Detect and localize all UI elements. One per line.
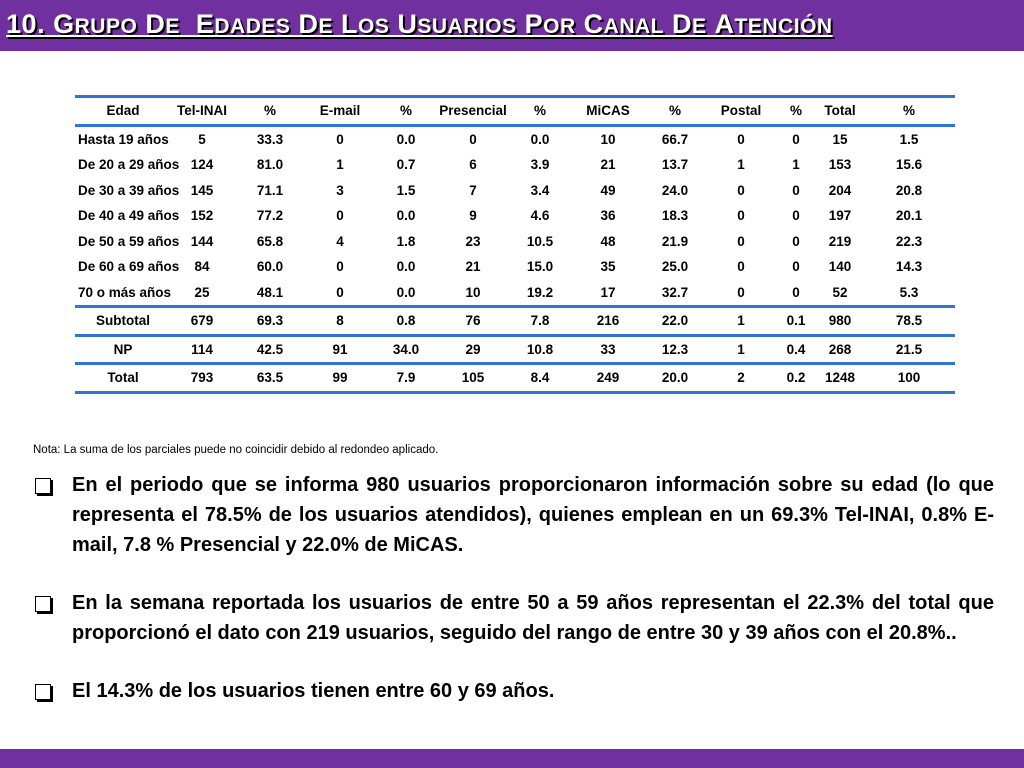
table-cell: 1.5 — [396, 182, 416, 198]
summary-row — [75, 335, 955, 364]
table-row — [75, 254, 955, 280]
row-label: De 20 a 29 años — [78, 157, 180, 173]
table-cell: 145 — [190, 182, 214, 198]
table-cell: 1 — [792, 157, 800, 173]
table-cell: 4.6 — [530, 208, 550, 224]
table-cell: 15.0 — [526, 259, 554, 275]
table-row — [75, 229, 955, 255]
table-cell: 204 — [828, 182, 852, 198]
row-label: De 40 a 49 años — [78, 208, 180, 224]
table-cell: 0 — [792, 131, 800, 147]
table-cell: 15.6 — [895, 157, 923, 173]
table-cell: 52 — [832, 284, 848, 300]
header-cell: Presencial — [439, 97, 507, 126]
table-cell: 21 — [465, 259, 481, 275]
row-label: NP — [75, 335, 171, 364]
table-cell: 0.0 — [396, 284, 416, 300]
header-cell: % — [863, 97, 955, 126]
table-cell: 65.8 — [256, 233, 284, 249]
table-cell: 0 — [469, 131, 477, 147]
table-row — [75, 203, 955, 229]
table-cell: 152 — [190, 208, 214, 224]
bottom-bar — [0, 749, 1024, 768]
table-cell: 0 — [792, 233, 800, 249]
table-cell: 17 — [600, 284, 616, 300]
table-cell: 63.5 — [233, 364, 307, 393]
header-cell: E-mail — [307, 97, 373, 126]
header-cell: % — [775, 97, 817, 126]
row-label: 70 o más años — [78, 284, 172, 300]
table-cell: 3 — [336, 182, 344, 198]
table-cell: 78.5 — [863, 307, 955, 336]
table-row — [75, 280, 955, 307]
table-cell: 8.4 — [507, 364, 573, 393]
table-cell: 0.7 — [396, 157, 416, 173]
table-cell: 0.4 — [775, 335, 817, 364]
checkbox-bullet-icon — [35, 596, 51, 612]
table-cell: 99 — [307, 364, 373, 393]
bullet-list — [33, 470, 994, 734]
table-cell: 0.0 — [396, 208, 416, 224]
table-cell: 25 — [194, 284, 210, 300]
table-cell: 32.7 — [661, 284, 689, 300]
table-cell: 29 — [439, 335, 507, 364]
table-cell: 7.8 — [507, 307, 573, 336]
row-label: De 60 a 69 años — [78, 259, 180, 275]
table-cell: 13.7 — [661, 157, 689, 173]
table-cell: 71.1 — [256, 182, 284, 198]
table-cell: 105 — [439, 364, 507, 393]
table-cell: 7 — [469, 182, 477, 198]
table-cell: 0 — [737, 259, 745, 275]
bullet-text: El 14.3% de los usuarios tienen entre 60 y 69 años. — [72, 680, 555, 702]
age-group-table — [75, 95, 955, 394]
table-cell: 3.9 — [530, 157, 550, 173]
table-cell: 1.8 — [396, 233, 416, 249]
table-cell: 0.1 — [775, 307, 817, 336]
checkbox-bullet-icon — [35, 684, 51, 700]
table-cell: 0 — [336, 208, 344, 224]
row-label: Hasta 19 años — [78, 131, 169, 147]
table-cell: 0.0 — [396, 131, 416, 147]
table-cell: 48.1 — [256, 284, 284, 300]
table-cell: 49 — [600, 182, 616, 198]
table-cell: 197 — [828, 208, 852, 224]
row-label: Subtotal — [75, 307, 171, 336]
table-cell: 84 — [194, 259, 210, 275]
table-cell: 0.0 — [396, 259, 416, 275]
table-cell: 60.0 — [256, 259, 284, 275]
table-row — [75, 152, 955, 178]
table-cell: 114 — [171, 335, 233, 364]
table-cell: 1 — [336, 157, 344, 173]
table-cell: 91 — [307, 335, 373, 364]
table-cell: 77.2 — [256, 208, 284, 224]
table-cell: 0 — [792, 259, 800, 275]
table-cell: 48 — [600, 233, 616, 249]
table-cell: 35 — [600, 259, 616, 275]
table-cell: 10.8 — [507, 335, 573, 364]
header-cell: Edad — [75, 97, 171, 126]
table-cell: 21 — [600, 157, 616, 173]
table-cell: 219 — [828, 233, 852, 249]
table-cell: 2 — [707, 364, 775, 393]
table-cell: 42.5 — [233, 335, 307, 364]
table-cell: 20.1 — [895, 208, 923, 224]
summary-row — [75, 364, 955, 393]
bullet-item — [33, 676, 994, 706]
table-cell: 22.3 — [895, 233, 923, 249]
row-label: De 50 a 59 años — [78, 233, 180, 249]
header-cell: Postal — [707, 97, 775, 126]
footnote: Nota: La suma de los parciales puede no coincidir debido al redondeo aplicado. — [33, 444, 439, 456]
table-cell: 14.3 — [895, 259, 923, 275]
table-cell: 0 — [336, 131, 344, 147]
table-cell: 100 — [863, 364, 955, 393]
table-cell: 0.2 — [775, 364, 817, 393]
row-label: De 30 a 39 años — [78, 182, 180, 198]
table-cell: 8 — [307, 307, 373, 336]
table-cell: 69.3 — [233, 307, 307, 336]
table-row — [75, 178, 955, 204]
table-header-row — [75, 97, 955, 126]
table-cell: 7.9 — [373, 364, 439, 393]
table-cell: 1.5 — [899, 131, 919, 147]
table-cell: 0 — [737, 182, 745, 198]
table-cell: 33.3 — [256, 131, 284, 147]
table-cell: 1 — [707, 335, 775, 364]
table-cell: 20.8 — [895, 182, 923, 198]
table-cell: 0.8 — [373, 307, 439, 336]
bullet-text: En el periodo que se informa 980 usuarios proporcionaron información sobre su edad (lo que representa el 78.5% de los usuarios atendidos), quienes emplean en un 69.3% Tel-INAI, 0.8% E-mail, 7.8 % Presencial y 22.0% de MiCAS. — [72, 474, 994, 556]
table-cell: 1 — [737, 157, 745, 173]
header-cell: % — [373, 97, 439, 126]
table-cell: 21.9 — [661, 233, 689, 249]
table-cell: 679 — [171, 307, 233, 336]
table-cell: 22.0 — [643, 307, 707, 336]
bullet-text: En la semana reportada los usuarios de entre 50 a 59 años representan el 22.3% del total que proporcionó el dato con 219 usuarios, seguido del rango de entre 30 y 39 años con el 20.8%.. — [72, 592, 994, 644]
table-cell: 9 — [469, 208, 477, 224]
table-cell: 0 — [336, 284, 344, 300]
header-cell: MiCAS — [573, 97, 643, 126]
table-cell: 249 — [573, 364, 643, 393]
table-cell: 3.4 — [530, 182, 550, 198]
checkbox-bullet-icon — [35, 478, 51, 494]
header-cell: Tel-INAI — [171, 97, 233, 126]
table-cell: 0.0 — [530, 131, 550, 147]
table-row — [75, 125, 955, 152]
table-cell: 793 — [171, 364, 233, 393]
table-cell: 20.0 — [643, 364, 707, 393]
table-cell: 36 — [600, 208, 616, 224]
table-cell: 1248 — [817, 364, 863, 393]
table-cell: 76 — [439, 307, 507, 336]
table-cell: 23 — [465, 233, 481, 249]
header-cell: % — [507, 97, 573, 126]
table-cell: 10 — [600, 131, 616, 147]
table-cell: 81.0 — [256, 157, 284, 173]
table-cell: 0 — [737, 233, 745, 249]
table-cell: 153 — [828, 157, 852, 173]
table-cell: 216 — [573, 307, 643, 336]
table-cell: 0 — [792, 284, 800, 300]
table-cell: 19.2 — [526, 284, 554, 300]
table-cell: 24.0 — [661, 182, 689, 198]
table-cell: 34.0 — [373, 335, 439, 364]
table-cell: 4 — [336, 233, 344, 249]
row-label: Total — [75, 364, 171, 393]
table-cell: 0 — [737, 208, 745, 224]
header-cell: % — [233, 97, 307, 126]
table-cell: 0 — [792, 182, 800, 198]
table-cell: 10.5 — [526, 233, 554, 249]
table-cell: 0 — [737, 131, 745, 147]
bullet-item — [33, 470, 994, 560]
table-cell: 66.7 — [661, 131, 689, 147]
table-cell: 5 — [198, 131, 206, 147]
table-cell: 0 — [336, 259, 344, 275]
table-cell: 21.5 — [863, 335, 955, 364]
table-cell: 140 — [828, 259, 852, 275]
title-bar — [0, 0, 1024, 51]
summary-row — [75, 307, 955, 336]
table-cell: 12.3 — [643, 335, 707, 364]
table-cell: 980 — [817, 307, 863, 336]
table-cell: 33 — [573, 335, 643, 364]
header-cell: Total — [817, 97, 863, 126]
table-cell: 268 — [817, 335, 863, 364]
table-cell: 0 — [792, 208, 800, 224]
bullet-item — [33, 588, 994, 648]
table-cell: 25.0 — [661, 259, 689, 275]
slide-title: 10. GRUPO DE EDADES DE LOS USUARIOS POR CANAL DE ATENCIÓN — [6, 9, 833, 39]
table-cell: 6 — [469, 157, 477, 173]
table-cell: 10 — [465, 284, 481, 300]
table-cell: 15 — [832, 131, 848, 147]
table-cell: 5.3 — [899, 284, 919, 300]
header-cell: % — [643, 97, 707, 126]
table-cell: 144 — [190, 233, 214, 249]
table-cell: 1 — [707, 307, 775, 336]
table-cell: 18.3 — [661, 208, 689, 224]
table-cell: 0 — [737, 284, 745, 300]
table-cell: 124 — [190, 157, 214, 173]
